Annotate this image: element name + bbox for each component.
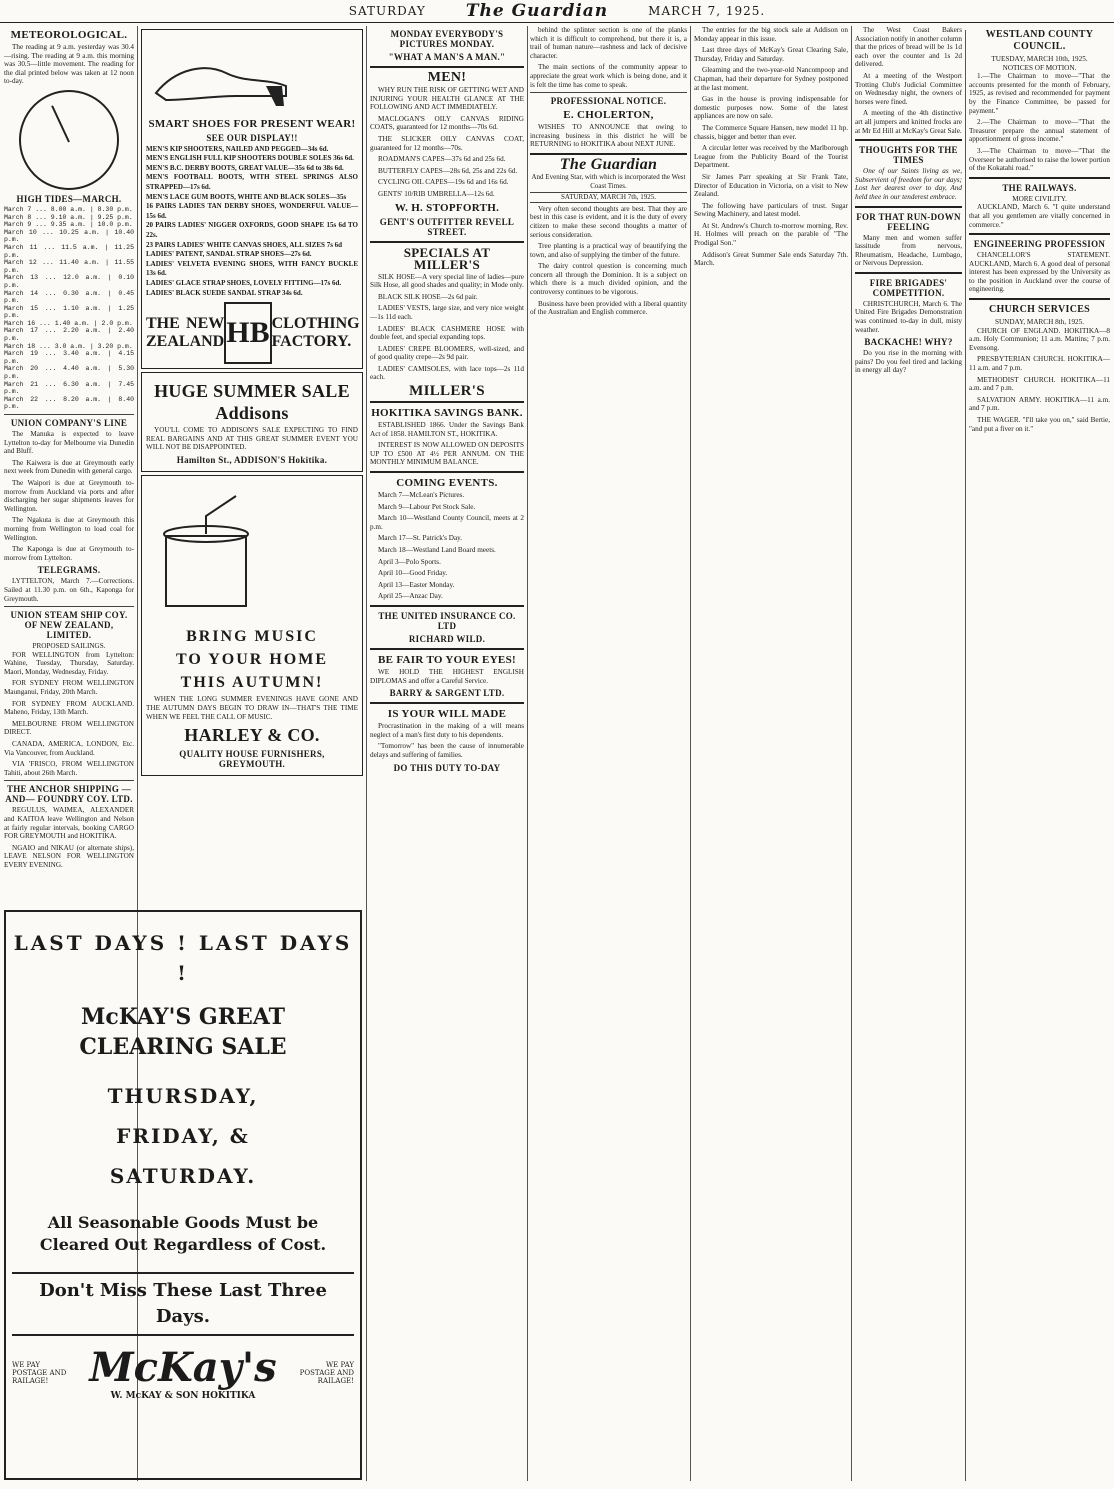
- richard-wild-name: RICHARD WILD.: [408, 633, 486, 644]
- sale-day: SATURDAY.: [109, 1164, 257, 1188]
- music-line-2: TO YOUR HOME: [175, 651, 328, 669]
- column-rule: [527, 26, 528, 1481]
- shoe-icon: [146, 38, 296, 108]
- music-line-1: BRING MUSIC: [186, 628, 318, 646]
- addisons-advert: [141, 372, 363, 472]
- last-days-heading: LAST DAYS ! LAST DAYS !: [13, 931, 353, 985]
- hb-logo-icon: HB: [224, 302, 271, 364]
- sale-day: THURSDAY,: [107, 1084, 259, 1108]
- barry-sargent-name: BARRY & SARGENT LTD.: [389, 688, 505, 699]
- column-rule: [965, 30, 966, 1481]
- civility-heading: MORE CIVILITY.: [1012, 194, 1067, 203]
- shoes-subheading: SEE OUR DISPLAY!!: [206, 132, 298, 143]
- shoes-item: 23 PAIRS LADIES' WHITE CANVAS SHOES, ALL SIZES 7s 6d: [146, 240, 343, 249]
- will-heading: IS YOUR WILL MADE: [387, 708, 507, 721]
- professional-notice: PROFESSIONAL NOTICE.: [550, 96, 667, 107]
- column-7: WESTLAND COUNTY COUNCIL. TUESDAY, MARCH 10th, 1925. NOTICES OF MOTION. 1.—The Chairman to move—"That the accounts presented for the month of February, 1925, as revised and recommended for payment by the Finance Committee, be passed for payment." 2.—The Chairman to move—"That the Treasurer prepare the annual statement of apportionment of gross income." 3.—The Chairman to move—"That the Overseer be authorised to raise the lower portion of the Kokatahi road." THE RAILWAYS. MORE CIVILITY. AUCKLAND, March 6. "I quite understand that all you gentlemen are vitally concerned in commerce." ENGINEERING PROFESSION CHANCELLOR'S STATEMENT. AUCKLAND, March 6. A good deal of personal interest has been expressed by the University as to the position in Auckland over the course of engineering. CHURCH SERVICES SUNDAY, MARCH 8th, 1925. CHURCH OF ENGLAND. HOKITIKA—8 a.m. Holy Communion; 11 a.m. Mattins; 7 p.m. Evensong. PRESBYTERIAN CHURCH. HOKITIKA—11 a.m. and 7 p.m. METHODIST CHURCH. HOKITIKA—11 a.m. and 7 p.m. SALVATION ARMY. HOKITIKA—11 a.m. and 7 p.m. THE WAGER. "I'll take you on," said Bertie, "and put a fiver on it.": [969, 29, 1110, 433]
- pictures-heading: MONDAY EVERYBODY'S PICTURES MONDAY.: [390, 29, 504, 49]
- men-text: WHY RUN THE RISK OF GETTING WET AND INJURING YOUR HEALTH GLANCE AT THE FOLLOWING AND ACT IMMEDIATELY.: [370, 86, 524, 112]
- council-heading: WESTLAND COUNTY COUNCIL.: [985, 29, 1094, 52]
- railways-heading: THE RAILWAYS.: [1002, 182, 1077, 193]
- dont-miss-text: Don't Miss These Last Three Days.: [39, 1280, 327, 1327]
- hb-right-text: CLOTHING FACTORY.: [271, 315, 360, 351]
- coming-events-heading: COMING EVENTS.: [396, 477, 498, 490]
- anchor-shipping-heading: THE ANCHOR SHIPPING —AND— FOUNDRY COY. LTD.: [5, 784, 133, 805]
- duty-heading: DO THIS DUTY TO-DAY: [393, 762, 501, 773]
- column-rule: [851, 26, 852, 1481]
- backache-heading: BACKACHE! WHY?: [864, 337, 953, 348]
- mckay-logo: McKay's: [89, 1344, 277, 1391]
- church-heading: CHURCH SERVICES: [988, 304, 1091, 316]
- addisons-heading: HUGE SUMMER SALE Addisons: [154, 381, 350, 424]
- mckay-advert: [4, 910, 362, 1480]
- tide-table: March 7 ... 8.00 a.m. | 8.30 p.m. March 8 ... 9.10 a.m. | 9.25 p.m. March 9 ... 9.35 a.m. | 10.0 p.m. March 10 ... 10.25 a.m. | 10.40 p.m. March 11 ... 11.5 a.m. | 11.25 p.m. March 12 ... 11.40 a.m. | 11.55 p.m. March 13 ... 12.0 a.m. | 0.10 p.m. March 14 ... 0.30 a.m. | 0.45 p.m. March 15 ... 1.10 a.m. | 1.25 p.m. March 16 ... 1.40 a.m. | 2.0 p.m. March 17 ... 2.20 a.m. | 2.40 p.m. March 18 ... 3.0 a.m. | 3.20 p.m. March 19 ... 3.40 a.m. | 4.15 p.m. March 20 ... 4.40 a.m. | 5.30 p.m. March 21 ... 6.30 a.m. | 7.45 p.m. March 22 ... 8.20 a.m. | 8.40 p.m.: [4, 205, 134, 411]
- shoes-item: 16 PAIRS LADIES TAN DERBY SHOES, WONDERFUL VALUE—15s 6d.: [146, 202, 358, 220]
- guardian-title: The Guardian: [559, 155, 658, 173]
- union-steam-ship-heading: UNION STEAM SHIP COY. OF NEW ZEALAND, LIMITED.: [10, 610, 128, 641]
- proposed-sailings: PROPOSED SAILINGS.: [32, 642, 106, 651]
- shoes-item: LADIES' BLACK SUEDE SANDAL STRAP 34s 6d.: [146, 288, 303, 297]
- union-company-heading: UNION COMPANY'S LINE: [10, 418, 128, 428]
- harley-subtitle: QUALITY HOUSE FURNISHERS, GREYMOUTH.: [179, 749, 325, 770]
- film-title: "WHAT A MAN'S A MAN.": [388, 52, 506, 62]
- music-advert: [141, 475, 363, 776]
- savings-bank-heading: HOKITIKA SAVINGS BANK.: [371, 407, 523, 420]
- postage-right: WE PAY POSTAGE AND RAILAGE!: [299, 1360, 354, 1385]
- shoes-advert: [141, 29, 363, 369]
- seasonable-goods-text: All Seasonable Goods Must be Cleared Out Regardless of Cost.: [39, 1213, 327, 1254]
- millers-heading: SPECIALS AT MILLER'S: [403, 244, 491, 272]
- shoes-item: MEN'S FOOTBALL BOOTS, WITH STEEL SPRINGS ALSO STRAPPED—17s 6d.: [146, 173, 358, 191]
- stopforth-subtitle: GENT'S OUTFITTER REVELL STREET.: [379, 216, 515, 237]
- fair-eyes-heading: BE FAIR TO YOUR EYES!: [378, 653, 516, 666]
- column-rule: [366, 26, 367, 1481]
- shoes-item: LADIES' PATENT, SANDAL STRAP SHOES—27s 6d.: [146, 250, 312, 259]
- stopforth-name: W. H. STOPFORTH.: [394, 201, 500, 214]
- telegrams-heading: TELEGRAMS.: [37, 565, 101, 576]
- column-6: The West Coast Bakers Association notify in another column that the prices of bread will be 1s 1d each over the counter and 1s 2d delivered. At a meeting of the Westport Trotting Club's Judicial Committee on Wednesday night, the owners of horses were fined. A meeting of the 4th distinctive art all jumpers and knitted frocks are at Mr Ed Hill at McKay's Great Sale. THOUGHTS FOR THE TIMES One of our Saints living as we, Subservient of freedom for our days; Lost her dearest over to day, And held thee in our tenderest embrace. FOR THAT RUN-DOWN FEELING Many men and women suffer lassitude from nervous, Rheumatism, Headache, Lumbago, or Nervous Depression. FIRE BRIGADES' COMPETITION. CHRISTCHURCH, March 6. The United Fire Brigades Demonstration was continued to-day in dull, misty weather. BACKACHE! WHY? Do you rise in the morning with pains? Do you feel tired and lacking in energy all day?: [855, 26, 962, 375]
- shoes-item: MEN'S ENGLISH FULL KIP SHOOTERS DOUBLE SOLES 36s 6d.: [146, 154, 354, 163]
- clearing-sale-heading: McKAY'S GREAT CLEARING SALE: [79, 1004, 287, 1060]
- hb-left-text: THE NEW ZEALAND: [146, 315, 225, 351]
- hb-clothing-banner: [146, 302, 358, 364]
- church-date: SUNDAY, MARCH 8th, 1925.: [994, 318, 1085, 327]
- shoes-item: LADIES' VELVETA EVENING SHOES, WITH FANCY BUCKLE 13s 6d.: [146, 259, 358, 278]
- guardian-date: SATURDAY, MARCH 7th, 1925.: [530, 192, 687, 203]
- engineering-heading: ENGINEERING PROFESSION: [973, 239, 1106, 250]
- thoughts-heading: THOUGHTS FOR THE TIMES: [859, 145, 958, 166]
- music-line-3: THIS AUTUMN!: [180, 674, 324, 692]
- cholerton-name: E. CHOLERTON,: [563, 109, 654, 122]
- council-date: TUESDAY, MARCH 10th, 1925.: [991, 55, 1088, 63]
- meteorological-heading: METEOROLOGICAL.: [10, 29, 128, 41]
- masthead-day: SATURDAY: [348, 4, 426, 18]
- notices-of-motion: NOTICES OF MOTION.: [1002, 63, 1077, 72]
- sale-day: FRIDAY, &: [116, 1124, 250, 1148]
- shoes-item: MEN'S LACE GUM BOOTS, WHITE AND BLACK SOLES—35s: [146, 192, 347, 201]
- shoes-item: MEN'S B.C. DERBY BOOTS, GREAT VALUE—35s 6d to 38s 6d.: [146, 163, 344, 172]
- guardian-subtitle: And Evening Star, with which is incorporated the West Coast Times.: [531, 172, 686, 190]
- masthead-date: MARCH 7, 1925.: [648, 4, 766, 18]
- shoes-heading: SMART SHOES FOR PRESENT WEAR!: [148, 117, 356, 130]
- column-2: [141, 26, 363, 906]
- shoes-item: 20 PAIRS LADIES' NIGGER OXFORDS, GOOD SHAPE 15s 6d TO 22s.: [146, 221, 358, 239]
- masthead: [0, 0, 1114, 23]
- music-text: WHEN THE LONG SUMMER EVENINGS HAVE GONE AND THE AUTUMN DAYS BEGIN TO DRAW IN—THAT'S THE TIME WHEN WE FEEL THE CALL OF MUSIC.: [146, 695, 358, 721]
- barometer-dial-icon: [19, 90, 119, 190]
- column-1: METEOROLOGICAL. The reading at 9 a.m. yesterday was 30.4—rising. The reading at 9 a.m. this morning was 30.5—little movement. The reading for the dial printed below was taken at 12 noon to-day. HIGH TIDES—MARCH. March 7 ... 8.00 a.m. | 8.30 p.m. March 8 ... 9.10 a.m. | 9.25 p.m. March 9 ... 9.35 a.m. | 10.0 p.m. March 10 ... 10.25 a.m. | 10.40 p.m. March 11 ... 11.5 a.m. | 11.25 p.m. March 12 ... 11.40 a.m. | 11.55 p.m. March 13 ... 12.0 a.m. | 0.10 p.m. March 14 ... 0.30 a.m. | 0.45 p.m. March 15 ... 1.10 a.m. | 1.25 p.m. March 16 ... 1.40 a.m. | 2.0 p.m. March 17 ... 2.20 a.m. | 2.40 p.m. March 18 ... 3.0 a.m. | 3.20 p.m. March 19 ... 3.40 a.m. | 4.15 p.m. March 20 ... 4.40 a.m. | 5.30 p.m. March 21 ... 6.30 a.m. | 7.45 p.m. March 22 ... 8.20 a.m. | 8.40 p.m. UNION COMPANY'S LINE The Manuka is expected to leave Lyttelton to-day for Melbourne via Dunedin and Bluff. The Kaiwera is due at Greymouth early next week from Dunedin with general cargo. The Waipori is due at Greymouth to-morrow from Auckland via ports and after discharging her sugar shipments leaves for Wellington. The Ngakuta is due at Greymouth this morning from Wellington to load coal for Wellington. The Kaponga is due at Greymouth to-morrow from Lyttelton. TELEGRAMS. LYTTELTON, March 7.—Corrections. Sailed at 11.30 p.m. on 6th., Kaponga for Greymouth. UNION STEAM SHIP COY. OF NEW ZEALAND, LIMITED. PROPOSED SAILINGS. FOR WELLINGTON from Lyttelton: Wahine, Tuesday, Thursday, Saturday. Maori, Monday, Wednesday, Friday. FOR SYDNEY FROM WELLINGTON Maunganui, Friday, 20th March. FOR SYDNEY FROM AUCKLAND. Maheno, Friday, 13th March. MELBOURNE FROM WELLINGTON DIRECT. CANADA, AMERICA, LONDON, Etc. Via Vancouver, from Auckland. VIA 'FRISCO, FROM WELLINGTON Tahiti, about 26th March. THE ANCHOR SHIPPING —AND— FOUNDRY COY. LTD. REGULUS, WAIMEA, ALEXANDER and KAITOA leave Wellington and Nelson at fairly regular intervals, booking CARGO FOR GREYMOUTH and HOKITIKA. NGAIO and NIKAU (or alternate ships), LEAVE NELSON FOR WELLINGTON EVERY EVENING.: [4, 29, 134, 869]
- millers-name: MILLER'S: [409, 383, 485, 400]
- harley-name: HARLEY & CO.: [184, 725, 320, 746]
- mckay-logo-subtitle: W. McKAY & SON HOKITIKA: [110, 1391, 256, 1401]
- high-tides-heading: HIGH TIDES—MARCH.: [16, 193, 122, 204]
- run-down-heading: FOR THAT RUN-DOWN FEELING: [856, 211, 961, 232]
- masthead-paper-name: The Guardian: [465, 1, 609, 21]
- column-rule: [690, 26, 691, 1481]
- column-5: The entries for the big stock sale at Addison on Monday appear in this issue. Last three days of McKay's Great Clearing Sale, Thursday, Friday and Saturday. Gleaming and the two-year-old Nancompoop and Chapman, had their departure for Sydney postponed at the last moment. Gas in the house is proving indispensable for domestic purposes now. Some of the latest appliances are now on sale. The Commerce Square Hansen, new model 11 hp. chassis, bigger and better than ever. A circular letter was received by the Marlborough League from the Publicity Board of the Tourist Department. Sir James Parr speaking at Sir Frank Tate, Director of Education in Victoria, on a visit to New Zealand. The following have particulars of trust. Sugar Sewing Machinery, and latest model. At St. Andrew's Church to-morrow morning, Rev. H. Holmes will preach on the parable of "The Prodigal Son." Addison's Great Summer Sale ends Saturday 7th. March.: [694, 26, 848, 268]
- insurance-heading: THE UNITED INSURANCE CO. LTD: [378, 610, 516, 631]
- shoes-item: MEN'S KIP SHOOTERS, NAILED AND PEGGED—34s 6d.: [146, 144, 329, 153]
- addisons-name: Hamilton St., ADDISON'S Hokitika.: [176, 454, 328, 465]
- shoes-item: LADIES' GLACE STRAP SHOES, LOVELY FITTING—17s 6d.: [146, 278, 342, 287]
- meteorological-text: The reading at 9 a.m. yesterday was 30.4—rising. The reading at 9 a.m. this morning was 30.5—little movement. The reading for the dial printed below was taken at 12 noon to-day.: [4, 43, 134, 86]
- column-4: behind the splinter section is one of the planks which it is difficult to comprehend, but there it is, a trail of human nature—rashness and lack of decisive character. The main sections of the community appear to appreciate the great work which is being done, and it is felt the time has come to speak. PROFESSIONAL NOTICE. E. CHOLERTON, WISHES TO ANNOUNCE that owing to increasing business in this district he will be RETURNING to HOKITIKA about NEXT JUNE. The Guardian And Evening Star, with which is incorporated the West Coast Times. SATURDAY, MARCH 7th, 1925. Very often second thoughts are best. That they are best in this case is evident, and it is the duty of every citizen to make these second thoughts a matter of serious consideration. Tree planting is a practical way of beautifying the town, and also of supplying the timber of the future. The dairy control question is concerning much concern all through the Dominion. It is a subject on which there is a much divided opinion, and the controversy continues to be vigorous. Business have been provided with a liberal quantity of the Australian and English commerce.: [530, 26, 687, 317]
- fire-brigades-heading: FIRE BRIGADES' COMPETITION.: [869, 277, 948, 298]
- gramophone-icon: [146, 486, 266, 616]
- column-3: MONDAY EVERYBODY'S PICTURES MONDAY. "WHAT A MAN'S A MAN." MEN! WHY RUN THE RISK OF GETTING WET AND INJURING YOUR HEALTH GLANCE AT THE FOLLOWING AND ACT IMMEDIATELY. MACLOGAN'S OILY CANVAS RIDING COATS, guaranteed for 12 months—70s 6d. THE SLICKER OILY CANVAS COAT, guaranteed for 12 months—70s. ROADMAN'S CAPES—37s 6d and 25s 6d. BUTTERFLY CAPES—28s 6d, 25s and 22s 6d. CYCLING OIL CAPES—19s 6d and 16s 6d. GENTS' 10/RIB UMBRELLA—12s 6d. W. H. STOPFORTH. GENT'S OUTFITTER REVELL STREET. SPECIALS AT MILLER'S SILK HOSE—A very special line of ladies—pure Silk Hose, all good shades and quality; in Mode only. BLACK SILK HOSE—2s 6d pair. LADIES' VESTS, large size, and very nice weight—1s 11d each. LADIES' BLACK CASHMERE HOSE with double feet, and special expanding tops. LADIES' CREPE BLOOMERS, well-sized, and of good quality crepe—2s 9d pair. LADIES' CAMISOLES, with lace tops—2s 11d each. MILLER'S HOKITIKA SAVINGS BANK. ESTABLISHED 1866. Under the Savings Bank Act of 1858. HAMILTON ST., HOKITIKA. INTEREST IS NOW ALLOWED ON DEPOSITS UP TO £500 AT 4½ PER ANNUM. ON THE MONTHLY MINIMUM BALANCE. COMING EVENTS. March 7—McLean's Pictures. March 9—Labour Pet Stock Sale. March 10—Westland County Council, meets at 2 p.m. March 17—St. Patrick's Day. March 18—Westland Land Board meets. April 3—Polo Sports. April 10—Good Friday. April 13—Easter Monday. April 25—Anzac Day. THE UNITED INSURANCE CO. LTD RICHARD WILD. BE FAIR TO YOUR EYES! WE HOLD THE HIGHEST ENGLISH DIPLOMAS and offer a Careful Service. BARRY & SARGENT LTD. IS YOUR WILL MADE Procrastination in the making of a will means neglect of a man's first duty to his dependents. "Tomorrow" has been the cause of innumerable delays and suffering of families. DO THIS DUTY TO-DAY: [370, 29, 524, 773]
- addisons-text: YOU'LL COME TO ADDISON'S SALE EXPECTING TO FIND REAL BARGAINS AND AT THIS GREAT SUMMER EVENT YOU WILL NOT BE DISAPPOINTED.: [146, 426, 358, 452]
- postage-left: WE PAY POSTAGE AND RAILAGE!: [12, 1360, 67, 1385]
- men-heading: MEN!: [427, 70, 467, 85]
